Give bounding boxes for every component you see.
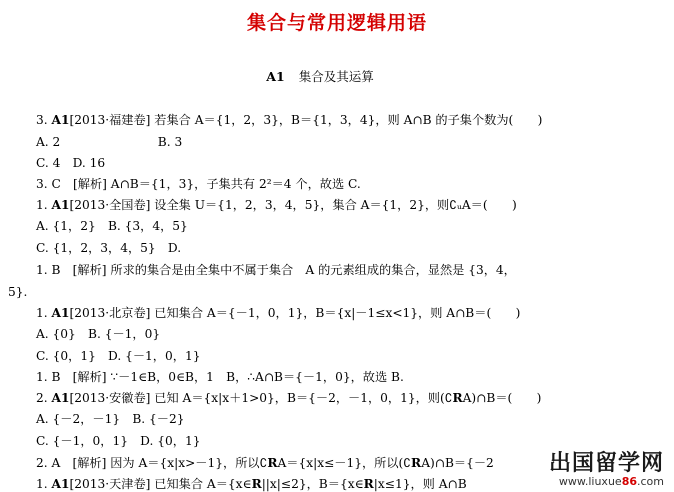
section-heading — [0, 67, 640, 85]
text-line: C. {－1，0，1} D. {0，1} — [36, 434, 201, 448]
text-line: 1. B [解析] ∵－1∈B，0∈B，1 B，∴A∩B＝{－1，0}，故选 B. — [36, 370, 404, 384]
text-line: A. {－2，－1} B. {－2} — [36, 412, 185, 426]
text-line: 1. A1[2013·北京卷] 已知集合 A＝{－1，0，1}，B＝{x|－1≤x<1}，则 A∩B＝( ) — [36, 306, 521, 320]
document-title: 集合与常用逻辑用语 — [246, 12, 427, 34]
text-line: A. {0} B. {－1，0} — [36, 327, 161, 341]
text-line: 3. A1[2013·福建卷] 若集合 A＝{1，2，3}，B＝{1，3，4}，则 A∩B 的子集个数为( ) — [36, 113, 543, 127]
text-line: A. {1，2} B. {3，4，5} — [36, 219, 188, 233]
text-line: 5}. — [8, 285, 28, 299]
section-code: A1 — [266, 69, 285, 84]
text-line: 2. A [解析] 因为 A＝{x|x>－1}，所以∁RA＝{x|x≤－1}，所以(∁RA)∩B＝{－2 — [36, 456, 494, 470]
text-line: 1. A1[2013·全国卷] 设全集 U＝{1，2，3，4，5}，集合 A＝{1，2}，则∁ᵤA＝( ) — [36, 198, 517, 212]
watermark-site-name: 出国留学网 — [548, 451, 664, 476]
text-line: A. 2 B. 3 — [36, 135, 183, 149]
text-line: 1. A1[2013·天津卷] 已知集合 A＝{x∈R||x|≤2}，B＝{x∈R|x≤1}，则 A∩B — [36, 477, 467, 491]
text-line: 2. A1[2013·安徽卷] 已知 A＝{x|x＋1>0}，B＝{－2，－1，0，1}，则(∁RA)∩B＝( ) — [36, 391, 542, 405]
section-name: 集合及其运算 — [298, 69, 374, 84]
text-line: 3. C [解析] A∩B＝{1，3}，子集共有 2²＝4 个，故选 C. — [36, 177, 361, 191]
watermark-url: www.liuxue86.com — [558, 475, 664, 488]
text-line: 1. B [解析] 所求的集合是由全集中不属于集合 A 的元素组成的集合，显然是 {3，4， — [36, 263, 516, 277]
site-watermark — [547, 452, 666, 488]
text-line: C. {1，2，3，4，5} D. — [36, 241, 182, 255]
text-line: C. {0，1} D. {－1，0，1} — [36, 349, 201, 363]
text-line: C. 4 D. 16 — [36, 156, 106, 170]
